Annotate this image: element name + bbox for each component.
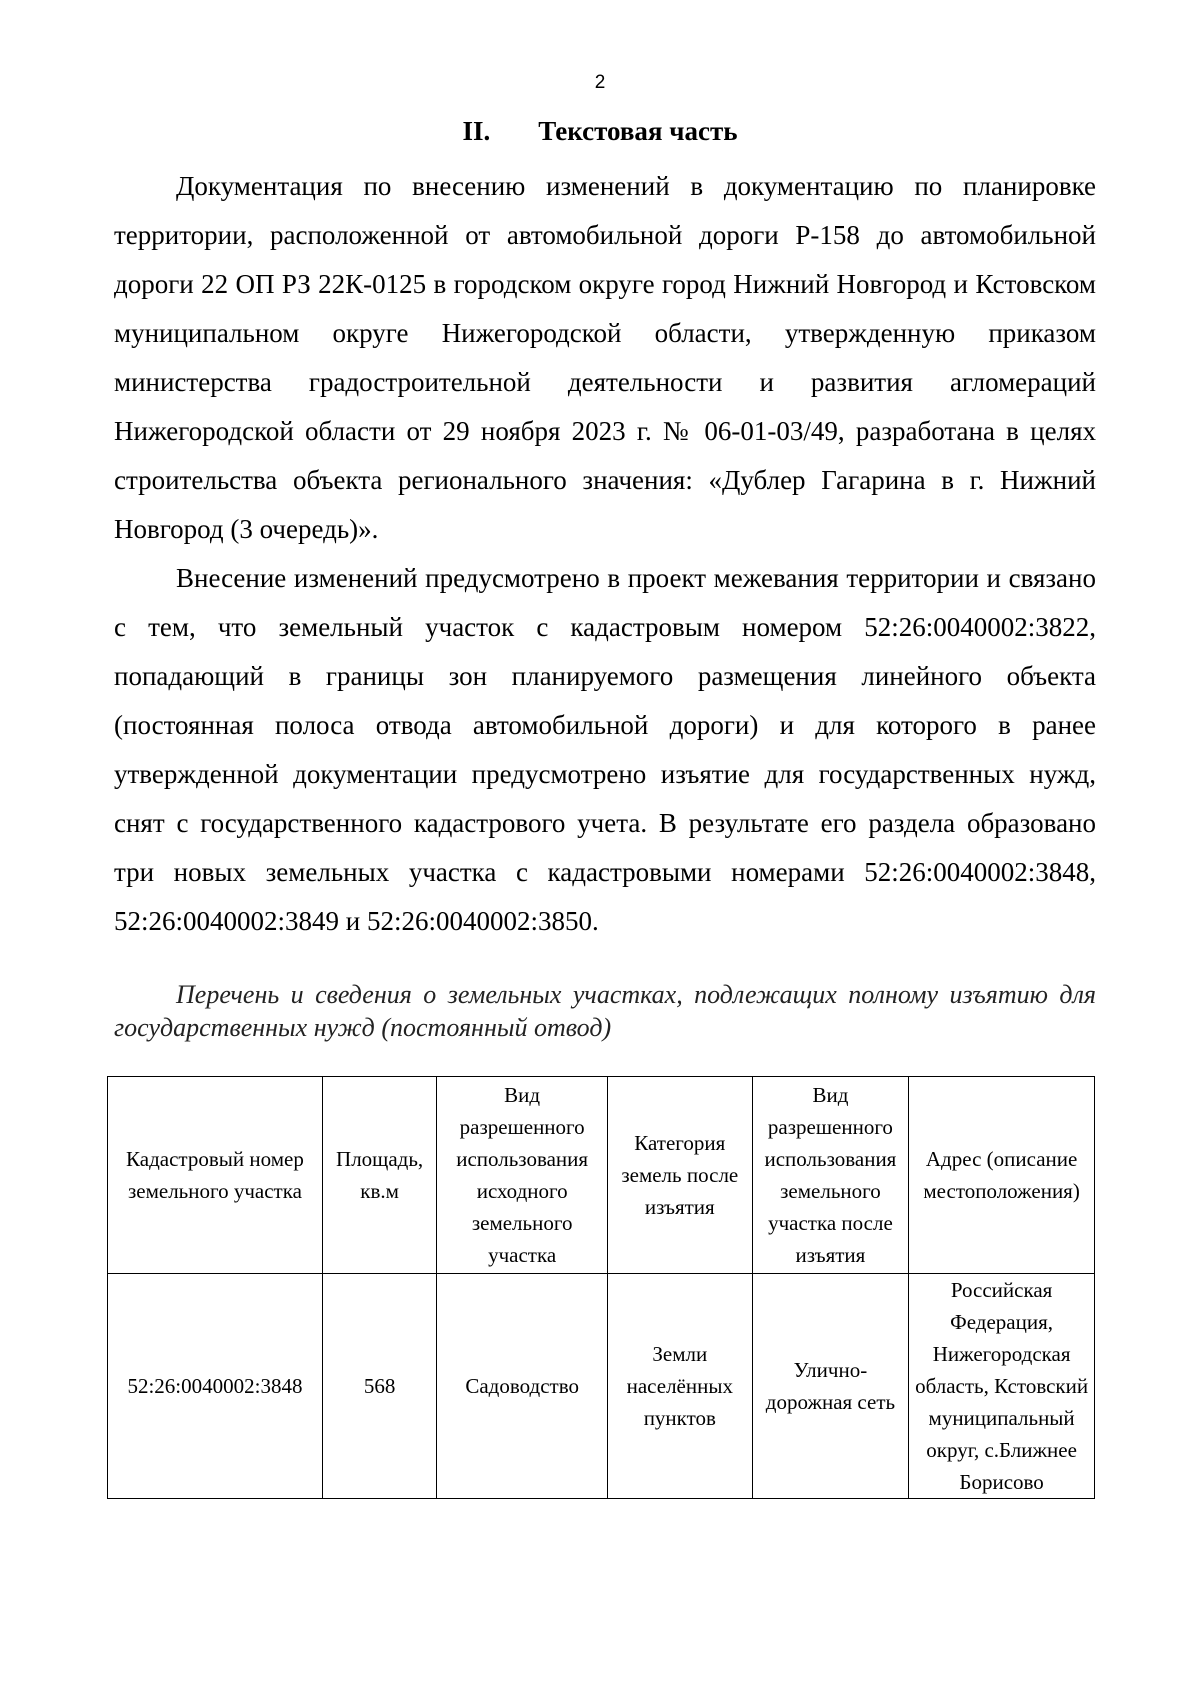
header-cadastral-number: Кадастровый номер земельного участка	[108, 1077, 323, 1274]
cell-cadastral-number: 52:26:0040002:3848	[108, 1274, 323, 1499]
table-caption: Перечень и сведения о земельных участках, подлежащих полному изъятию для государственных нужд (постоянный отвод)	[114, 980, 1096, 1042]
cell-original-use: Садоводство	[437, 1274, 608, 1499]
paragraph-text: Документация по внесению изменений в документацию по планировке территории, расположенной от автомобильной дороги Р-158 до автомобильной дороги 22 ОП РЗ 22К-0125 в городском округе город Нижний Новгород и Кстовском муниципальном округе Нижегородской области, утвержденную приказом министерства градостроительной деятельности и развития агломераций Нижегородской области от 29 ноября 2023 г. № 06-01-03/49, разработана в целях строительства объекта регионального значения: «Дублер Гагарина в г. Нижний Новгород (3 очередь)».	[114, 171, 1096, 544]
cell-land-category: Земли населённых пунктов	[607, 1274, 752, 1499]
header-use-after: Вид разрешенного использования земельного участка после изъятия	[752, 1077, 909, 1274]
cell-address: Российская Федерация, Нижегородская область, Кстовский муниципальный округ, с.Ближнее Борисово	[909, 1274, 1095, 1499]
cell-use-after: Улично-дорожная сеть	[752, 1274, 909, 1499]
body-paragraph-1	[114, 162, 1096, 554]
header-address: Адрес (описание местоположения)	[909, 1077, 1095, 1274]
page-number: 2	[594, 72, 606, 93]
section-number: II.	[462, 116, 491, 146]
body-paragraph-2	[114, 554, 1096, 946]
table-header-row	[108, 1077, 1095, 1274]
header-area: Площадь, кв.м	[322, 1077, 436, 1274]
paragraph-text: Внесение изменений предусмотрено в проект межевания территории и связано с тем, что земельный участок с кадастровым номером 52:26:0040002:3822, попадающий в границы зон планируемого размещения линейного объекта (постоянная полоса отвода автомобильной дороги) и для которого в ранее утвержденной документации предусмотрено изъятие для государственных нужд, снят с государственного кадастрового учета. В результате его раздела образовано три новых земельных участка с кадастровыми номерами 52:26:0040002:3848, 52:26:0040002:3849 и 52:26:0040002:3850.	[114, 563, 1096, 936]
section-heading	[0, 116, 1200, 147]
cell-area: 568	[322, 1274, 436, 1499]
header-original-use: Вид разрешенного использования исходного земельного участка	[437, 1077, 608, 1274]
land-plots-table	[107, 1076, 1095, 1499]
header-land-category: Категория земель после изъятия	[607, 1077, 752, 1274]
section-title: Текстовая часть	[538, 116, 738, 146]
table-row	[108, 1274, 1095, 1499]
